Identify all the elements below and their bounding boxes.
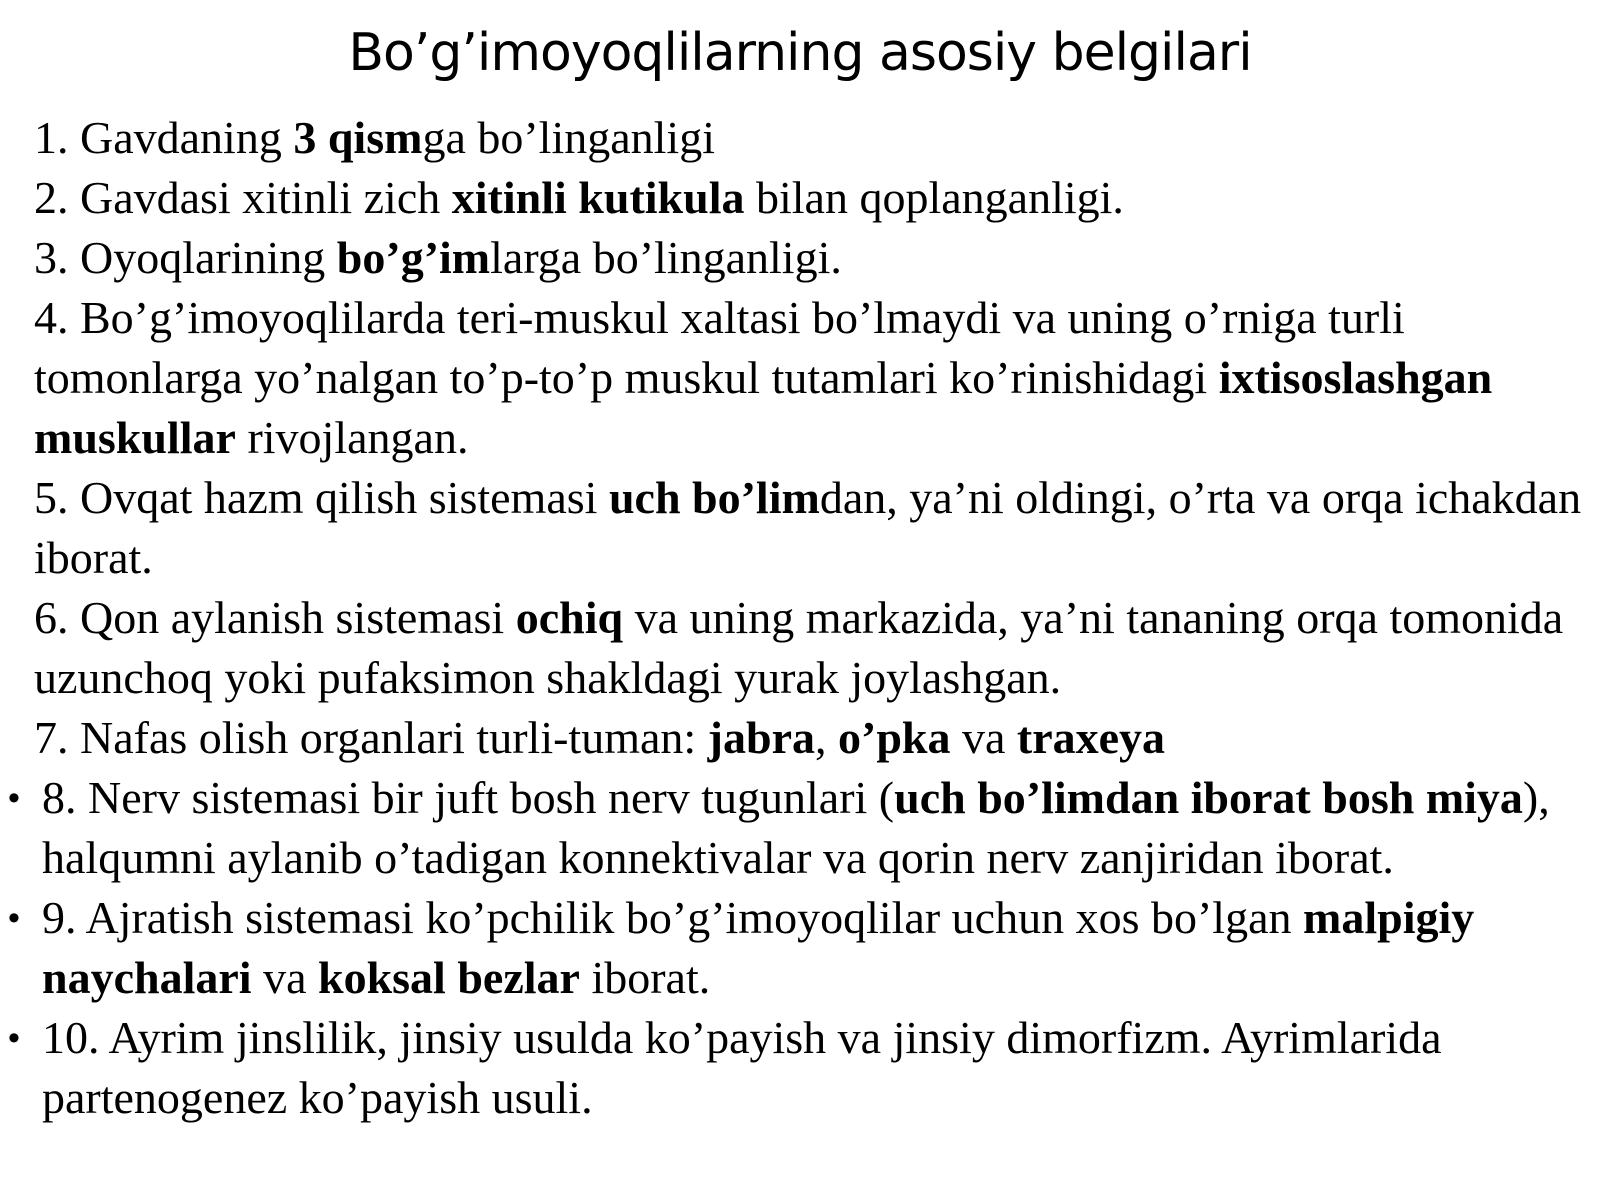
text-segment: 7. Nafas olish organlari turli-tuman:	[34, 712, 708, 763]
bold-term: 3 qism	[293, 112, 423, 163]
text-segment: larga bo’linganligi.	[490, 232, 842, 283]
text-segment: iborat.	[579, 952, 711, 1003]
text-segment: 6. Qon aylanish sistemasi	[34, 592, 516, 643]
slide-body	[8, 108, 1594, 1128]
list-item	[8, 888, 1594, 1008]
bold-term: uch bo’limdan iborat bosh miya	[894, 772, 1523, 823]
text-segment: 3. Oyoqlarining	[34, 232, 337, 283]
list-item	[8, 768, 1594, 888]
text-segment: 2. Gavdasi xitinli zich	[34, 172, 452, 223]
text-segment: rivojlangan.	[235, 412, 469, 463]
bold-term: koksal bezlar	[317, 952, 580, 1003]
text-segment: ga bo’linganligi	[422, 112, 715, 163]
text-segment: 10. Ayrim jinslilik, jinsiy usulda ko’payish va jinsiy dimorfizm. Ayrimlarida partenogenez ko’payish usuli.	[42, 1012, 1442, 1123]
text-segment: va uning markazida, ya’ni tananing orqa tomonida uzunchoq yoki pufaksimon shakldagi yurak joylashgan.	[34, 592, 1564, 703]
bold-term: ochiq	[515, 592, 624, 643]
text-segment: ,	[815, 712, 838, 763]
list-item	[34, 708, 1594, 768]
bold-term: bo’g’im	[336, 232, 491, 283]
bold-term: jabra	[707, 712, 815, 763]
bold-term: xitinli kutikula	[451, 172, 745, 223]
list-item	[34, 588, 1594, 708]
list-item	[34, 228, 1594, 288]
list-item	[34, 288, 1594, 468]
bold-term: malpigiy naychalari	[42, 892, 1475, 1003]
bullet-icon: •	[8, 779, 20, 817]
list-item	[34, 468, 1594, 588]
text-segment: 5. Ovqat hazm qilish sistemasi	[34, 472, 609, 523]
bold-term: uch bo’lim	[608, 472, 820, 523]
bullet-icon: •	[8, 1019, 20, 1057]
list-item	[34, 108, 1594, 168]
text-segment: 1. Gavdaning	[34, 112, 294, 163]
slide-title: Bo’g’imoyoqlilarning asosiy belgilari	[348, 23, 1252, 83]
text-segment: dan, ya’ni oldingi, o’rta va orqa ichakdan iborat.	[34, 472, 1582, 583]
bold-term: traxeya	[1016, 712, 1166, 763]
bullet-icon: •	[8, 899, 20, 937]
text-segment: va	[950, 712, 1017, 763]
bold-term: o’pka	[838, 712, 951, 763]
list-item	[8, 1008, 1594, 1128]
text-segment: va	[251, 952, 318, 1003]
text-segment: bilan qoplanganligi.	[744, 172, 1124, 223]
text-segment: 4. Bo’g’imoyoqlilarda teri-muskul xaltasi bo’lmaydi va uning o’rniga turli tomonlarga yo’nalgan to’p-to’p muskul tutamlari ko’rinishidagi	[34, 292, 1405, 403]
bold-term: ixtisoslashgan muskullar	[34, 352, 1493, 463]
text-segment: ), halqumni aylanib o’tadigan konnektivalar va qorin nerv zanjiridan iborat.	[42, 772, 1550, 883]
list-item	[34, 168, 1594, 228]
text-segment: 9. Ajratish sistemasi ko’pchilik bo’g’imoyoqlilar uchun xos bo’lgan	[42, 892, 1304, 943]
text-segment: 8. Nerv sistemasi bir juft bosh nerv tugunlari (	[42, 772, 895, 823]
